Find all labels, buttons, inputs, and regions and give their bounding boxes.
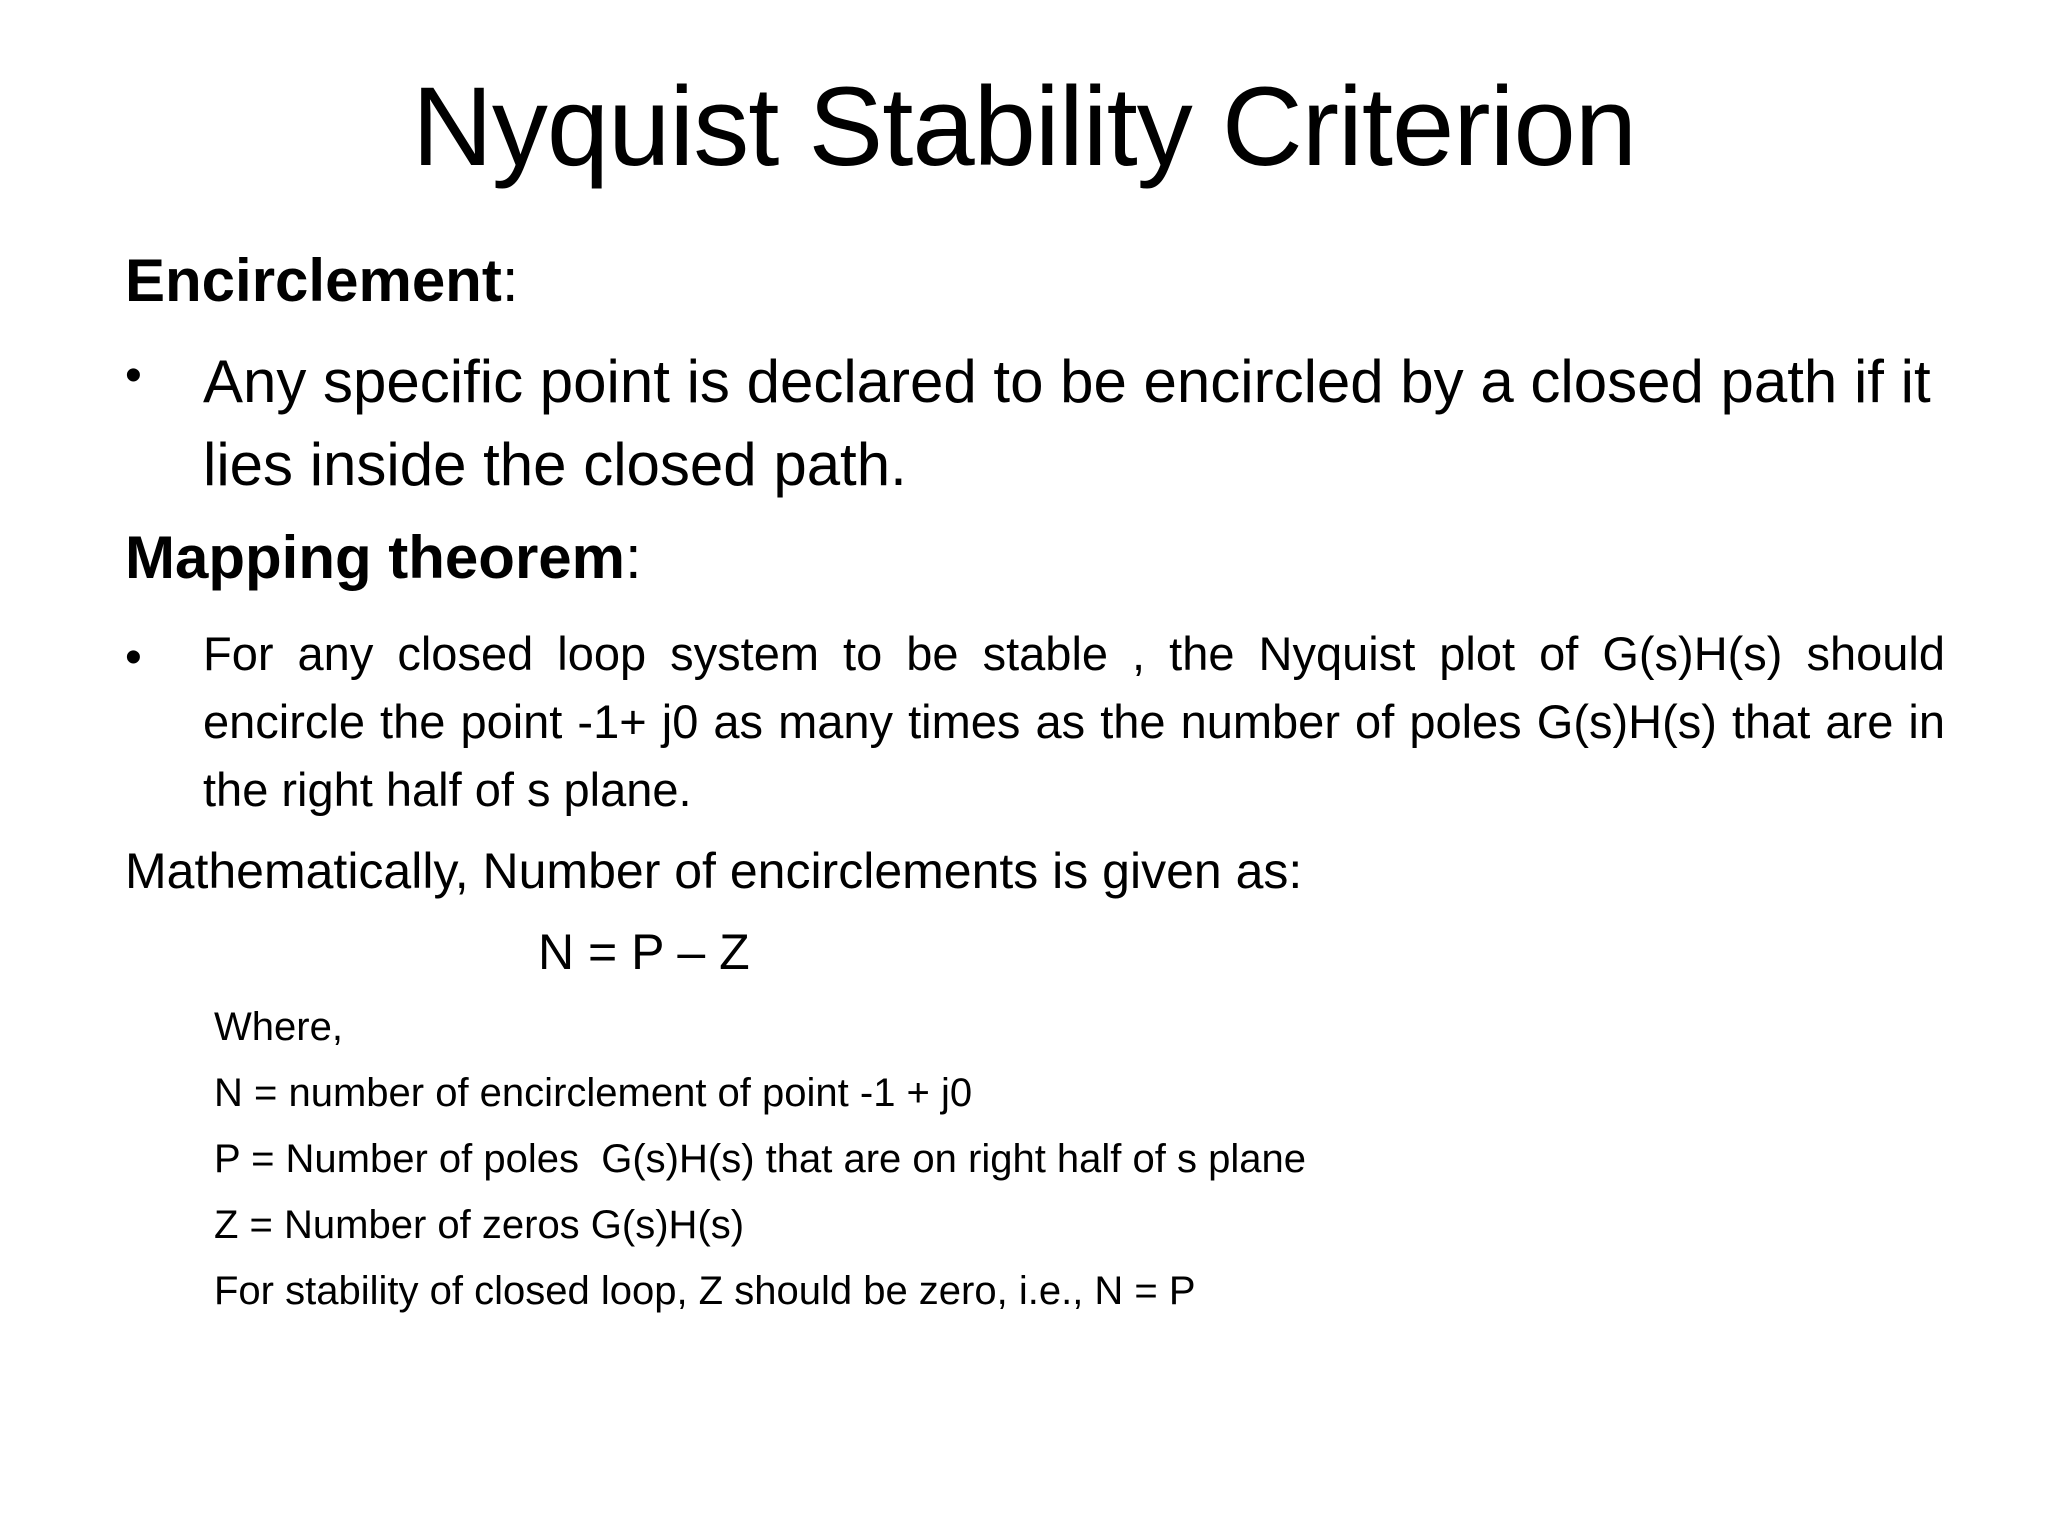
definition-z: Z = Number of zeros G(s)H(s)	[214, 1203, 745, 1247]
slide-title: Nyquist Stability Criterion	[411, 64, 1637, 189]
mapping-theorem-bullet-text: For any closed loop system to be stable , the Nyquist plot of G(s)H(s) should encircle the point -1+ j0 as many times as the number of poles G(s)H(s) that are in the right half of s plane.	[203, 627, 1945, 816]
definitions	[214, 994, 1306, 1324]
encirclement-bullet-text: Any specific point is declared to be encircled by a closed path if it lies inside the closed path.	[203, 348, 1931, 498]
bullet-icon: •	[125, 631, 142, 684]
encirclement-heading	[125, 245, 519, 317]
definition-p: P = Number of poles G(s)H(s) that are on right half of s plane	[214, 1137, 1306, 1181]
bullet-icon: •	[125, 349, 142, 402]
formula: N = P – Z	[538, 924, 750, 980]
mapping-theorem-heading	[125, 522, 642, 594]
definition-n: N = number of encirclement of point -1 + j0	[214, 1071, 973, 1115]
where-label: Where,	[214, 1005, 343, 1049]
mapping-theorem-heading-text: Mapping theorem	[125, 524, 626, 591]
math-intro: Mathematically, Number of encirclements is given as:	[125, 843, 1303, 899]
encirclement-heading-colon: :	[501, 247, 519, 314]
mapping-theorem-heading-colon: :	[625, 524, 642, 591]
encirclement-heading-text: Encirclement	[125, 247, 502, 314]
stability-condition: For stability of closed loop, Z should be zero, i.e., N = P	[214, 1269, 1196, 1313]
